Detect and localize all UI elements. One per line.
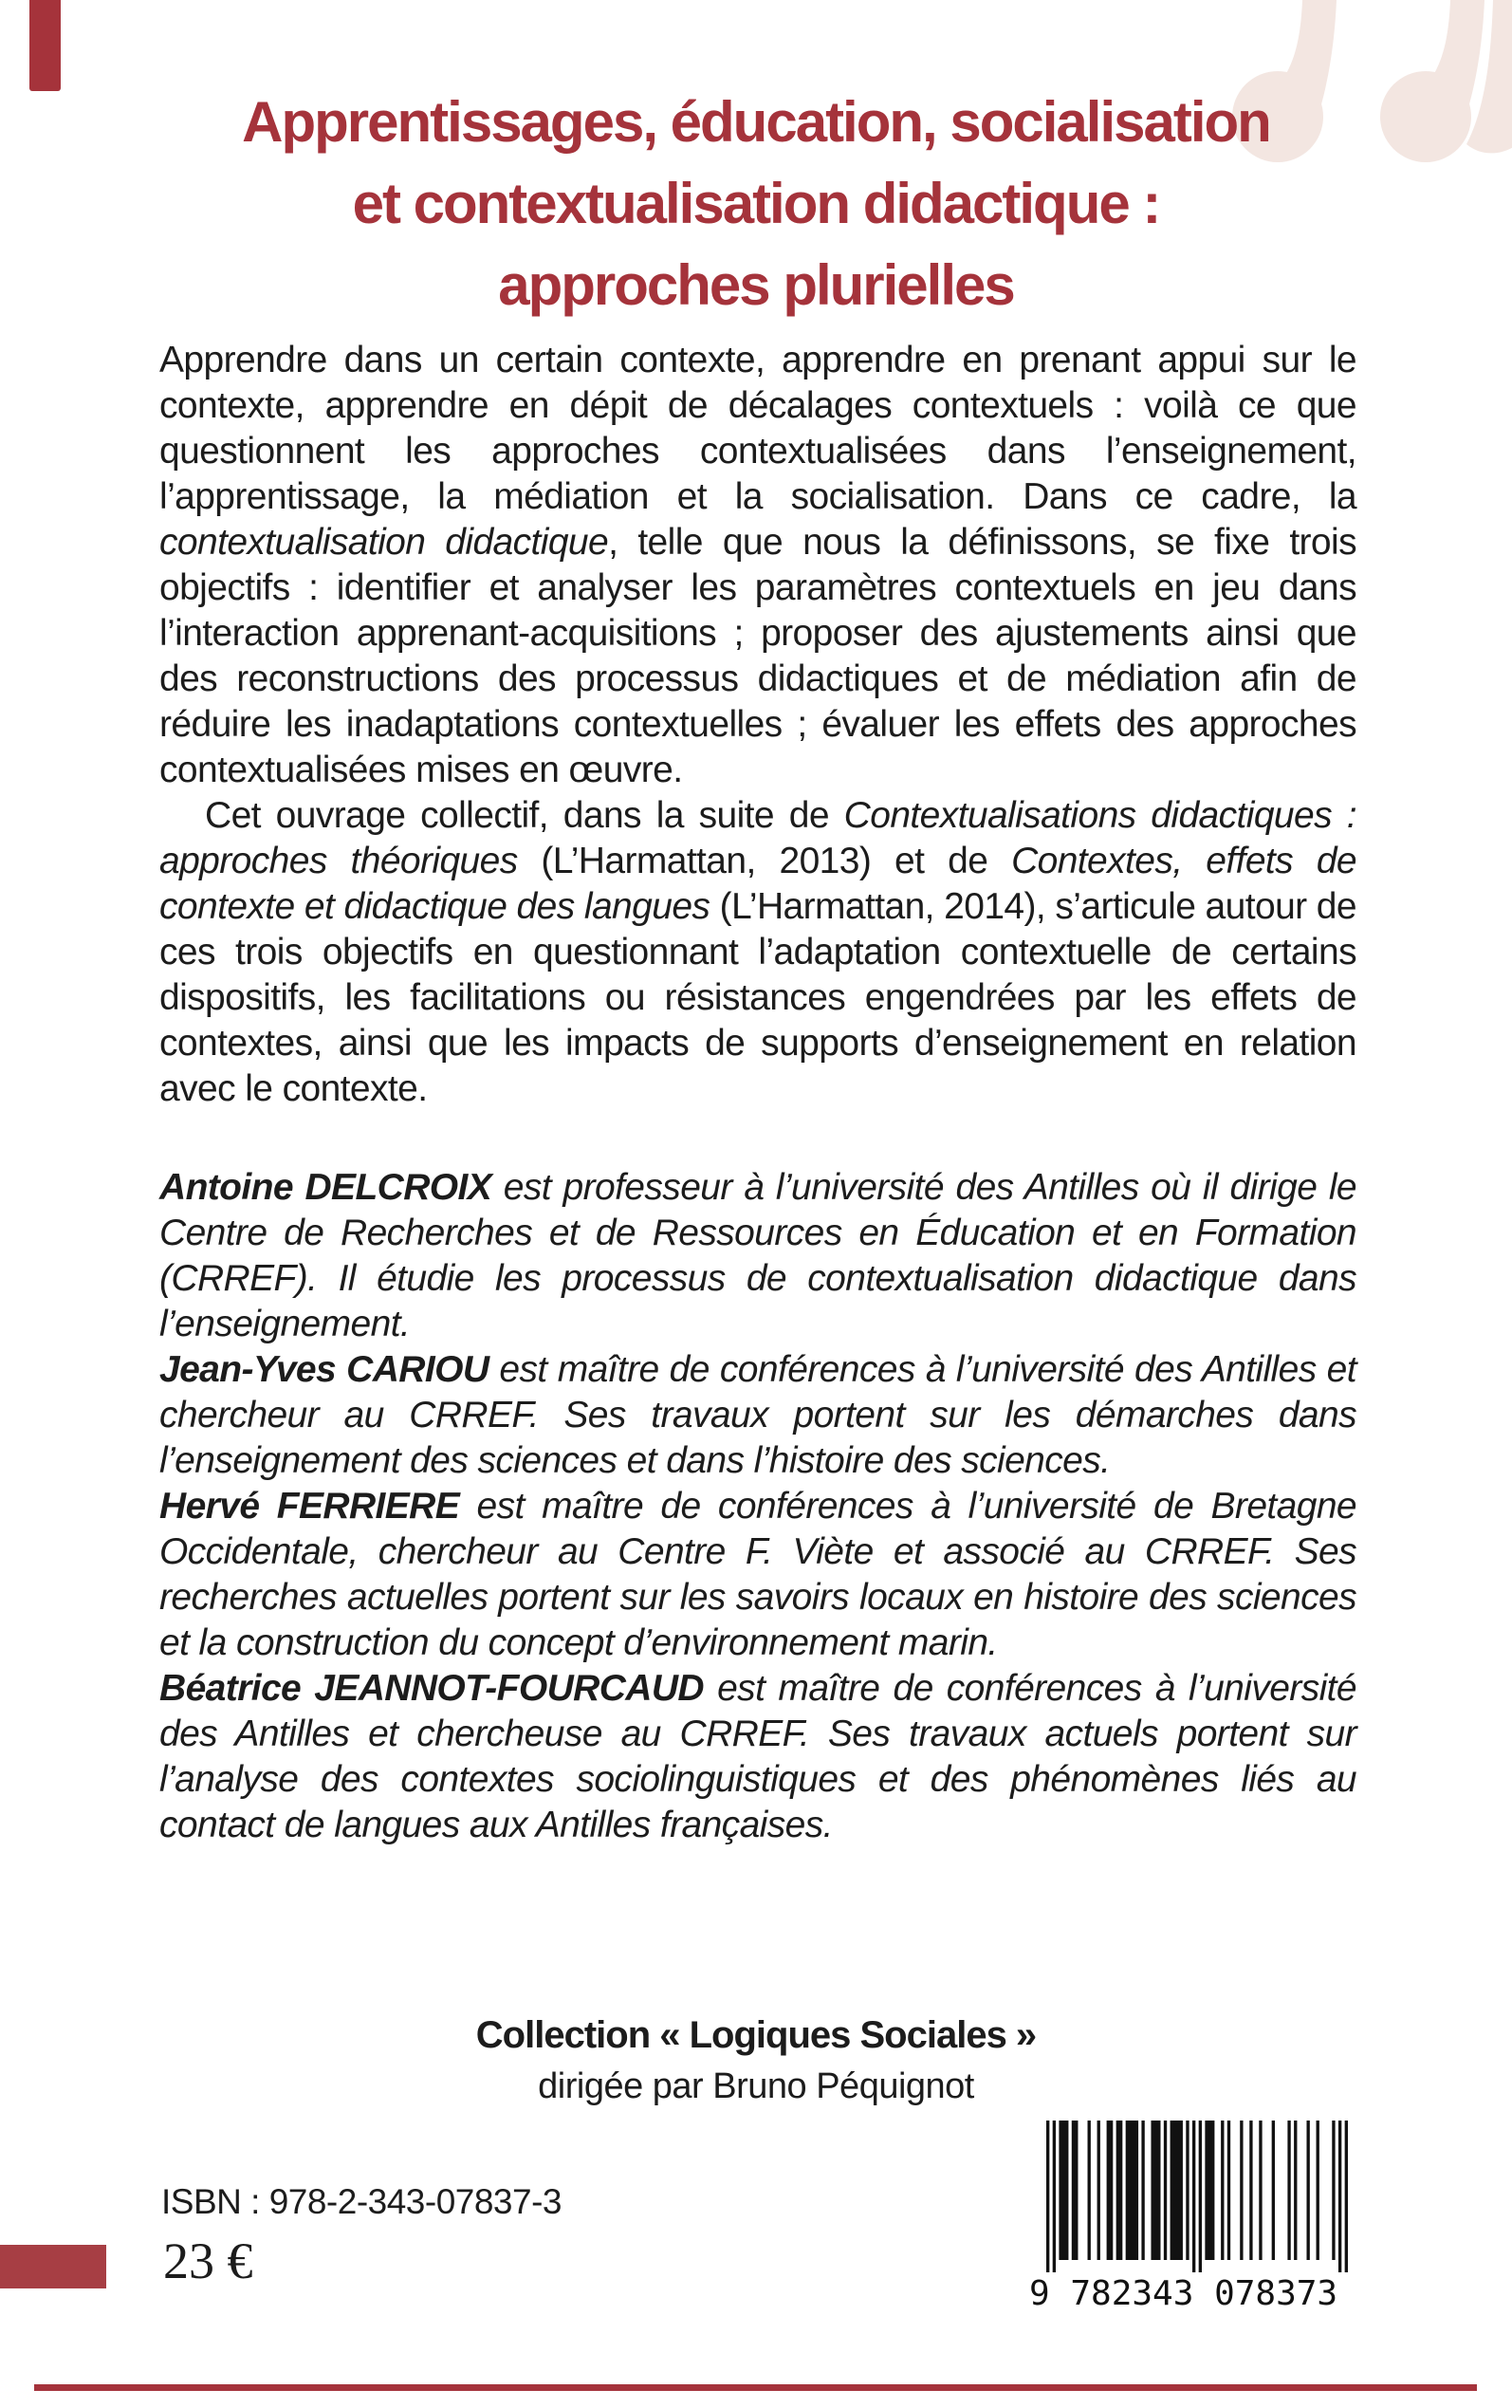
barcode-bar: [1116, 2121, 1123, 2260]
italic-run: contextualisation didactique: [159, 522, 609, 563]
barcode-bar: [1151, 2121, 1160, 2260]
bottom-left-red-block: [0, 2245, 106, 2288]
barcode-bar: [1227, 2121, 1230, 2260]
author-bio-1: Antoine DELCROIX est professeur à l’université des Antilles où il dirige le Centre de Recherches et de Ressources en Éducation et en Formation (CRREF). Il étudie les processus de contextualisation didactique dans l’enseignement.: [159, 1167, 1356, 1344]
italic-run: Contextualisations didactiques : approches théoriques: [159, 795, 1357, 881]
barcode-bar: [1306, 2121, 1309, 2260]
barcode-bar: [1107, 2121, 1114, 2260]
barcode-bar: [1294, 2121, 1297, 2260]
price-text: 23 €: [163, 2232, 253, 2289]
author-name: Béatrice JEANNOT-FOURCAUD: [159, 1668, 704, 1709]
author-name: Antoine DELCROIX: [159, 1167, 492, 1208]
synopsis-paragraph-2: [159, 793, 1356, 1112]
barcode-bar: [1240, 2121, 1243, 2260]
barcode-bar: [1249, 2121, 1252, 2260]
barcode-bar: [1205, 2121, 1214, 2260]
ean-barcode: [1029, 2121, 1359, 2313]
book-title-line2: et contextualisation didactique :: [352, 172, 1160, 235]
author-name: Jean-Yves CARIOU: [159, 1349, 489, 1390]
author-bio-3: Hervé FERRIERE est maître de conférences à l’université de Bretagne Occidentale, chercheur au Centre F. Viète et associé au CRREF. Ses recherches actuelles portent sur les savoirs locaux en histoire des sciences et la construction du concept d’environnement marin.: [159, 1486, 1357, 1663]
barcode-bar: [1097, 2121, 1100, 2260]
barcode-bar: [1141, 2121, 1144, 2260]
bottom-red-rule: [34, 2384, 1477, 2391]
barcode-digits: 9 782343 078373: [1029, 2274, 1338, 2313]
collection-director: dirigée par Bruno Péquignot: [538, 2066, 974, 2106]
barcode-bar: [1317, 2121, 1319, 2260]
barcode-bar: [1338, 2121, 1341, 2272]
book-title: [0, 82, 1512, 326]
text-run: (L’Harmattan, 2014), s’articule autour de ces trois objectifs en questionnant l’adaptation contextuelle de certains dispositifs, les facilitations ou résistances engendrées par les effets de contextes, ainsi que les impacts de supports d’enseignement en relation avec le contexte.: [159, 886, 1356, 1109]
barcode-bar: [1221, 2121, 1224, 2260]
barcode-bar: [1164, 2121, 1167, 2260]
text-run: (L’Harmattan, 2013) et de: [517, 841, 1012, 881]
barcode-bar: [1126, 2121, 1138, 2260]
barcode-bar: [1199, 2121, 1202, 2272]
barcode-bar: [1272, 2121, 1275, 2260]
back-cover-text: [159, 338, 1356, 1848]
italic-run: Contextes, effets de contexte et didactique des langues: [159, 841, 1357, 927]
barcode-bars: [1046, 2121, 1348, 2272]
barcode-bar: [1053, 2121, 1056, 2272]
barcode-bar: [1059, 2121, 1068, 2260]
barcode-bar: [1345, 2121, 1348, 2272]
book-title-line3: approches plurielles: [498, 253, 1014, 317]
author-bio-2: Jean-Yves CARIOU est maître de conférences à l’université des Antilles et chercheur au CRREF. Ses travaux portent sur les démarches dans l’enseignement des sciences et dans l’histoire des sciences.: [159, 1349, 1356, 1481]
barcode-bar: [1171, 2121, 1183, 2260]
barcode-bar: [1287, 2121, 1290, 2260]
text-run: , telle que nous la définissons, se fixe trois objectifs : identifier et analyser les paramètres contextuels en jeu dans l’interaction apprenant-acquisitions ; proposer des ajustements ainsi que des reconstructions des processus didactiques et de médiation afin de réduire les inadaptations contextuelles ; évaluer les effets des approches contextualisées mises en œuvre.: [159, 522, 1356, 790]
author-bio-4: Béatrice JEANNOT-FOURCAUD est maître de conférences à l’université des Antilles et chercheuse au CRREF. Ses travaux actuels portent sur l’analyse des contextes sociolinguistiques et des phénomènes liés au contact de langues aux Antilles françaises.: [159, 1668, 1356, 1845]
synopsis-paragraph-1: [159, 338, 1356, 793]
isbn-text: ISBN : 978-2-343-07837-3: [161, 2182, 562, 2221]
text-run: Cet ouvrage collectif, dans la suite de: [205, 795, 844, 836]
author-name: Hervé FERRIERE: [159, 1486, 460, 1527]
book-title-line1: Apprentissages, éducation, socialisation: [242, 90, 1270, 154]
collection-block: [0, 2010, 1512, 2112]
text-run: Apprendre dans un certain contexte, apprendre en prenant appui sur le contexte, apprendre en dépit de décalages contextuels : voilà ce que questionnent les approches contextualisées dans l’enseignement, l’apprentissage, la médiation et la socialisation. Dans ce cadre, la: [159, 340, 1356, 517]
barcode-bar: [1186, 2121, 1189, 2260]
top-left-red-bar: [29, 0, 61, 91]
barcode-bar: [1332, 2121, 1335, 2260]
barcode-bar: [1259, 2121, 1262, 2260]
barcode-bar: [1046, 2121, 1049, 2272]
collection-name: Collection « Logiques Sociales »: [475, 2014, 1037, 2056]
barcode-bar: [1192, 2121, 1195, 2272]
barcode-bar: [1088, 2121, 1091, 2260]
barcode-bar: [1072, 2121, 1079, 2260]
